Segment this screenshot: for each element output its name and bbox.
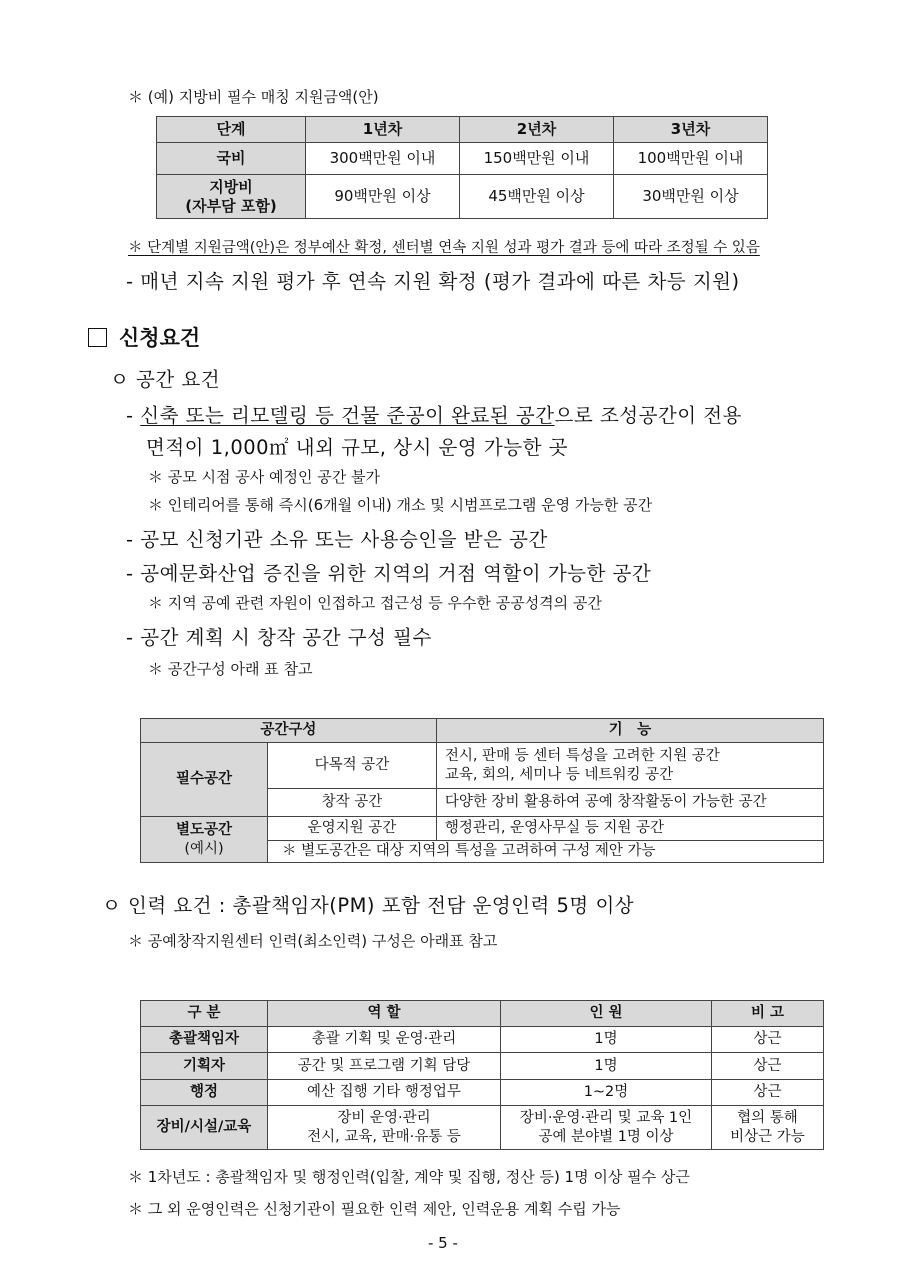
table-cell: 1~2명 [501, 1080, 712, 1106]
row-label: 국비 [157, 143, 306, 175]
cell-line: 전시, 교육, 판매·유통 등 [307, 1128, 461, 1145]
row-label-line1: 별도공간 [175, 821, 233, 838]
table-header: 인 원 [501, 1001, 712, 1027]
checkbox-icon [88, 328, 107, 347]
table-cell [436, 743, 823, 789]
space-table [140, 718, 824, 863]
table-cell [268, 1106, 501, 1150]
staff-requirement-title: ㅇ 인력 요건 : 총괄책임자(PM) 포함 전담 운영인력 5명 이상 [102, 894, 635, 917]
table-header: 비 고 [712, 1001, 824, 1027]
table-cell: 300백만원 이내 [306, 143, 460, 175]
table-header: 단계 [157, 117, 306, 143]
final-note-2: ＊ 그 외 운영인력은 신청기관이 필요한 인력 제안, 인력운용 계획 수립 가능 [128, 1200, 621, 1218]
cell-line: 전시, 판매 등 센터 특성을 고려한 지원 공간 [444, 747, 720, 764]
table-cell [501, 1106, 712, 1150]
funding-note: ＊ 단계별 지원금액(안)은 정부예산 확정, 센터별 연속 지원 성과 평가 결과 등에 따라 조정될 수 있음 [128, 240, 760, 256]
table-cell: 30백만원 이상 [614, 175, 768, 219]
staff-table [140, 1000, 824, 1150]
table-row [141, 1053, 824, 1080]
space-requirement-title: ㅇ 공간 요건 [110, 368, 221, 391]
table-cell: 150백만원 이내 [460, 143, 614, 175]
row-label: 기획자 [141, 1053, 268, 1080]
space-note-4: ＊ 공간구성 아래 표 참고 [148, 660, 313, 678]
cell-line: 장비 운영·관리 [337, 1109, 431, 1126]
table-cell: 총괄 기획 및 운영·관리 [268, 1027, 501, 1053]
table-row [141, 743, 824, 789]
row-label: 필수공간 [141, 743, 268, 817]
table-cell: 운영지원 공간 [268, 817, 437, 841]
row-label [141, 817, 268, 863]
table-cell: 100백만원 이내 [614, 143, 768, 175]
table-cell: 상근 [712, 1053, 824, 1080]
table-header: 구 분 [141, 1001, 268, 1027]
table-cell [712, 1106, 824, 1150]
table-cell: 1명 [501, 1053, 712, 1080]
table-cell: 상근 [712, 1080, 824, 1106]
table-row [141, 1106, 824, 1150]
table-cell: 다목적 공간 [268, 743, 437, 789]
space-item-2: - 공모 신청기관 소유 또는 사용승인을 받은 공간 [126, 528, 548, 551]
staff-note: ＊ 공예창작지원센터 인력(최소인력) 구성은 아래표 참고 [128, 932, 498, 950]
row-label: 장비/시설/교육 [141, 1106, 268, 1150]
cell-line: 비상근 가능 [730, 1128, 805, 1145]
row-label-line1: 지방비 [209, 177, 253, 196]
final-note-1: ＊ 1차년도 : 총괄책임자 및 행정인력(입찰, 계약 및 집행, 정산 등) 1명 이상 필수 상근 [128, 1168, 690, 1186]
table-cell: 다양한 장비 활용하여 공예 창작활동이 가능한 공간 [436, 789, 823, 817]
table-header: 공간구성 [141, 719, 437, 743]
row-label-line2: (예시) [184, 840, 224, 857]
row-label: 총괄책임자 [141, 1027, 268, 1053]
row-label [157, 175, 306, 219]
example-note: ＊ (예) 지방비 필수 매칭 지원금액(안) [128, 88, 379, 106]
text: 으로 조성공간이 전용 [554, 404, 742, 427]
underlined-text: 신축 또는 리모델링 등 건물 준공이 완료된 공간 [140, 404, 555, 427]
dash: - [126, 404, 134, 427]
table-row [141, 1027, 824, 1053]
table-header: 기 능 [436, 719, 823, 743]
table-header: 3년차 [614, 117, 768, 143]
annual-evaluation: - 매년 지속 지원 평가 후 연속 지원 확정 (평가 결과에 따른 차등 지원) [126, 270, 740, 293]
table-row [141, 1080, 824, 1106]
space-item-1-line2: 면적이 1,000㎡ 내외 규모, 상시 운영 가능한 곳 [146, 436, 568, 459]
space-item-3: - 공예문화산업 증진을 위한 지역의 거점 역할이 가능한 공간 [126, 562, 652, 585]
space-item-4: - 공간 계획 시 창작 공간 구성 필수 [126, 626, 432, 649]
table-header: 1년차 [306, 117, 460, 143]
row-label-line2: (자부담 포함) [185, 196, 277, 215]
table-cell: ＊ 별도공간은 대상 지역의 특성을 고려하여 구성 제안 가능 [268, 841, 824, 863]
funding-table [156, 116, 768, 219]
row-label: 행정 [141, 1080, 268, 1106]
section-title [88, 322, 200, 352]
table-header: 2년차 [460, 117, 614, 143]
section-title-text: 신청요건 [119, 326, 201, 350]
table-cell: 45백만원 이상 [460, 175, 614, 219]
table-header: 역 할 [268, 1001, 501, 1027]
table-row [157, 175, 768, 219]
table-cell: 90백만원 이상 [306, 175, 460, 219]
table-cell: 행정관리, 운영사무실 등 지원 공간 [436, 817, 823, 841]
space-note-1: ＊ 공모 시점 공사 예정인 공간 불가 [148, 468, 380, 486]
cell-line: 장비·운영·관리 및 교육 1인 [519, 1109, 693, 1126]
table-cell: 상근 [712, 1027, 824, 1053]
space-note-2: ＊ 인테리어를 통해 즉시(6개월 이내) 개소 및 시범프로그램 운영 가능한 공간 [148, 496, 653, 514]
table-cell: 1명 [501, 1027, 712, 1053]
space-note-3: ＊ 지역 공예 관련 자원이 인접하고 접근성 등 우수한 공공성격의 공간 [148, 594, 602, 612]
cell-line: 협의 통해 [737, 1109, 798, 1126]
space-item-1 [126, 400, 742, 428]
table-cell: 예산 집행 기타 행정업무 [268, 1080, 501, 1106]
cell-line: 공예 분야별 1명 이상 [538, 1128, 674, 1145]
cell-line: 교육, 회의, 세미나 등 네트워킹 공간 [444, 766, 674, 783]
table-row [141, 817, 824, 841]
page-number: - 5 - [428, 1234, 458, 1252]
table-cell: 공간 및 프로그램 기획 담당 [268, 1053, 501, 1080]
table-cell: 창작 공간 [268, 789, 437, 817]
table-row [157, 143, 768, 175]
